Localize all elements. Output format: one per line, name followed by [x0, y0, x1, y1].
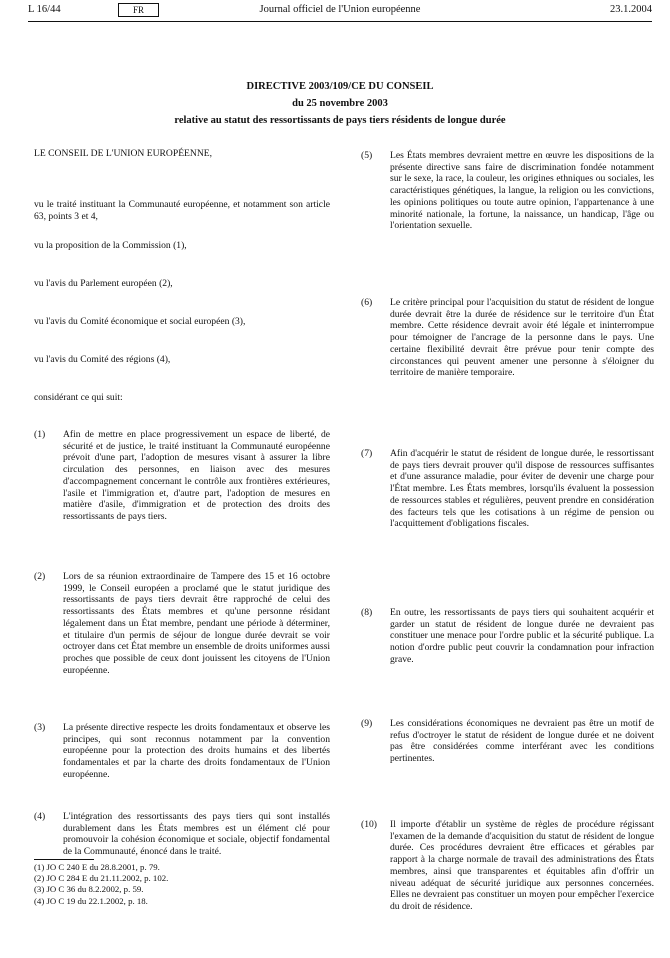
- directive-title: [28, 78, 652, 129]
- page-code: L 16/44: [28, 4, 61, 15]
- footnote-3: (3) JO C 36 du 8.2.2002, p. 59.: [34, 884, 144, 895]
- page-header: [28, 4, 652, 20]
- right-column: (5) Les États membres devraient mettre en œuvre les dispositions de la présente directive sans faire de discrimination fondée notamment sur le sexe, la race, la couleur, les origines ethniques ou sociales, les caractéristiques génétiques, la langue, la religion ou les convictions, les opinions politiques ou toute autre opinion, l'appartenance à une minorité nationale, la fortune, la naissance, un handicap, l'âge ou l'orientation sexuelle. (6) Le critère principal pour l'acquisition du statut de résident de longue durée devrait être la durée de résidence sur le territoire d'un État membre. Cette résidence devrait avoir été légale et ininterrompue pour témoigner de l'ancrage de la personne dans le pays. Une certaine flexibilité devrait être prévue pour tenir compte des circonstances qui peuvent amener une personne à s'éloigner du territoire de manière temporaire. (7) Afin d'acquérir le statut de résident de longue durée, le ressortissant de pays tiers devrait prouver qu'il dispose de ressources suffisantes et d'une assurance maladie, pour éviter de devenir une charge pour l'État membre. Les États membres, lorsqu'ils évaluent la possession de ressources stables et régulières, peuvent prendre en considération des facteurs tels que les cotisations à un régime de pension ou l'acquittement d'obligations fiscales. (8) En outre, les ressortissants de pays tiers qui souhaitent acquérir et garder un statut de résident de longue durée ne devraient pas constituer une menace pour l'ordre public et la sécurité publique. La notion d'ordre public peut couvrir la condamnation pour infraction grave. (9) Les considérations économiques ne devraient pas être un motif de refus d'octroyer le statut de résident de longue durée et ne doivent pas être considérées comme interférant avec les conditions pertinentes. (10) Il importe d'établir un système de règles de procédure régissant l'examen de la demande d'acquisition du statut de résident de longue durée. Ces procédures devraient être efficaces et gérables par rapport à la charge normale de travail des administrations des États membres, ainsi que transparentes et équitables afin d'offrir un niveau adéquat de sécurité juridique aux personnes concernées. Elles ne devraient pas constituer un moyen pour empêcher l'exercice du droit de résidence.: [361, 150, 654, 912]
- title-line-3: relative au statut des ressortissants de pays tiers résidents de longue durée: [174, 115, 506, 126]
- title-line-1: DIRECTIVE 2003/109/CE DU CONSEIL: [246, 81, 434, 92]
- footnote-4: (4) JO C 19 du 22.1.2002, p. 18.: [34, 895, 148, 906]
- footnote-2: (2) JO C 284 E du 21.11.2002, p. 102.: [34, 873, 169, 884]
- left-column: LE CONSEIL DE L'UNION EUROPÉENNE, vu le traité instituant la Communauté européenne, et notamment son article 63, points 3 et 4, vu la proposition de la Commission (1), vu l'avis du Parlement européen (2), vu l'avis du Comité économique et social européen (3), vu l'avis du Comité des régions (4), considérant ce qui suit: (1) Afin de mettre en place progressivement un espace de liberté, de sécurité et de justice, le traité instituant la Communauté européenne prévoit d'une part, l'adoption de mesures visant à assurer la libre circulation des personnes, en liaison avec des mesures d'accompagnement concernant le contrôle aux frontières extérieures, l'asile et l'immigration et, d'autre part, l'adoption de mesures en matière d'asile, d'immigration et de protection des droits des ressortissants de pays tiers. (2) Lors de sa réunion extraordinaire de Tampere des 15 et 16 octobre 1999, le Conseil européen a proclamé que le statut juridique des ressortissants de pays tiers devrait être rapproché de celui des ressortissants des États membres et qu'une personne résidant légalement dans un État membre, pendant une période à déterminer, et titulaire d'un permis de séjour de longue durée devrait se voir octroyer dans cet État membre un ensemble de droits uniformes aussi proches que possible de ceux dont jouissent les citoyens de l'Union européenne. (3) La présente directive respecte les droits fondamentaux et observe les principes, qui sont reconnus notamment par la convention européenne pour la protection des droits humains et des libertés fondamentales et par la charte des droits fondamentaux de l'Union européenne. (4) L'intégration des ressortissants des pays tiers qui sont installés durablement dans les États membres est un élément clé pour promouvoir la cohésion économique et sociale, objectif fondamental de la Communauté, énoncé dans le traité.: [34, 148, 330, 858]
- footnotes: [34, 862, 330, 907]
- journal-name: Journal officiel de l'Union européenne: [259, 4, 421, 15]
- footnote-1: (1) JO C 240 E du 28.8.2001, p. 79.: [34, 862, 160, 872]
- footnote-rule: [34, 859, 94, 860]
- header-rule: [28, 21, 652, 22]
- language-box: FR: [118, 3, 159, 17]
- publication-date: 23.1.2004: [610, 4, 652, 15]
- title-line-2: du 25 novembre 2003: [292, 98, 388, 109]
